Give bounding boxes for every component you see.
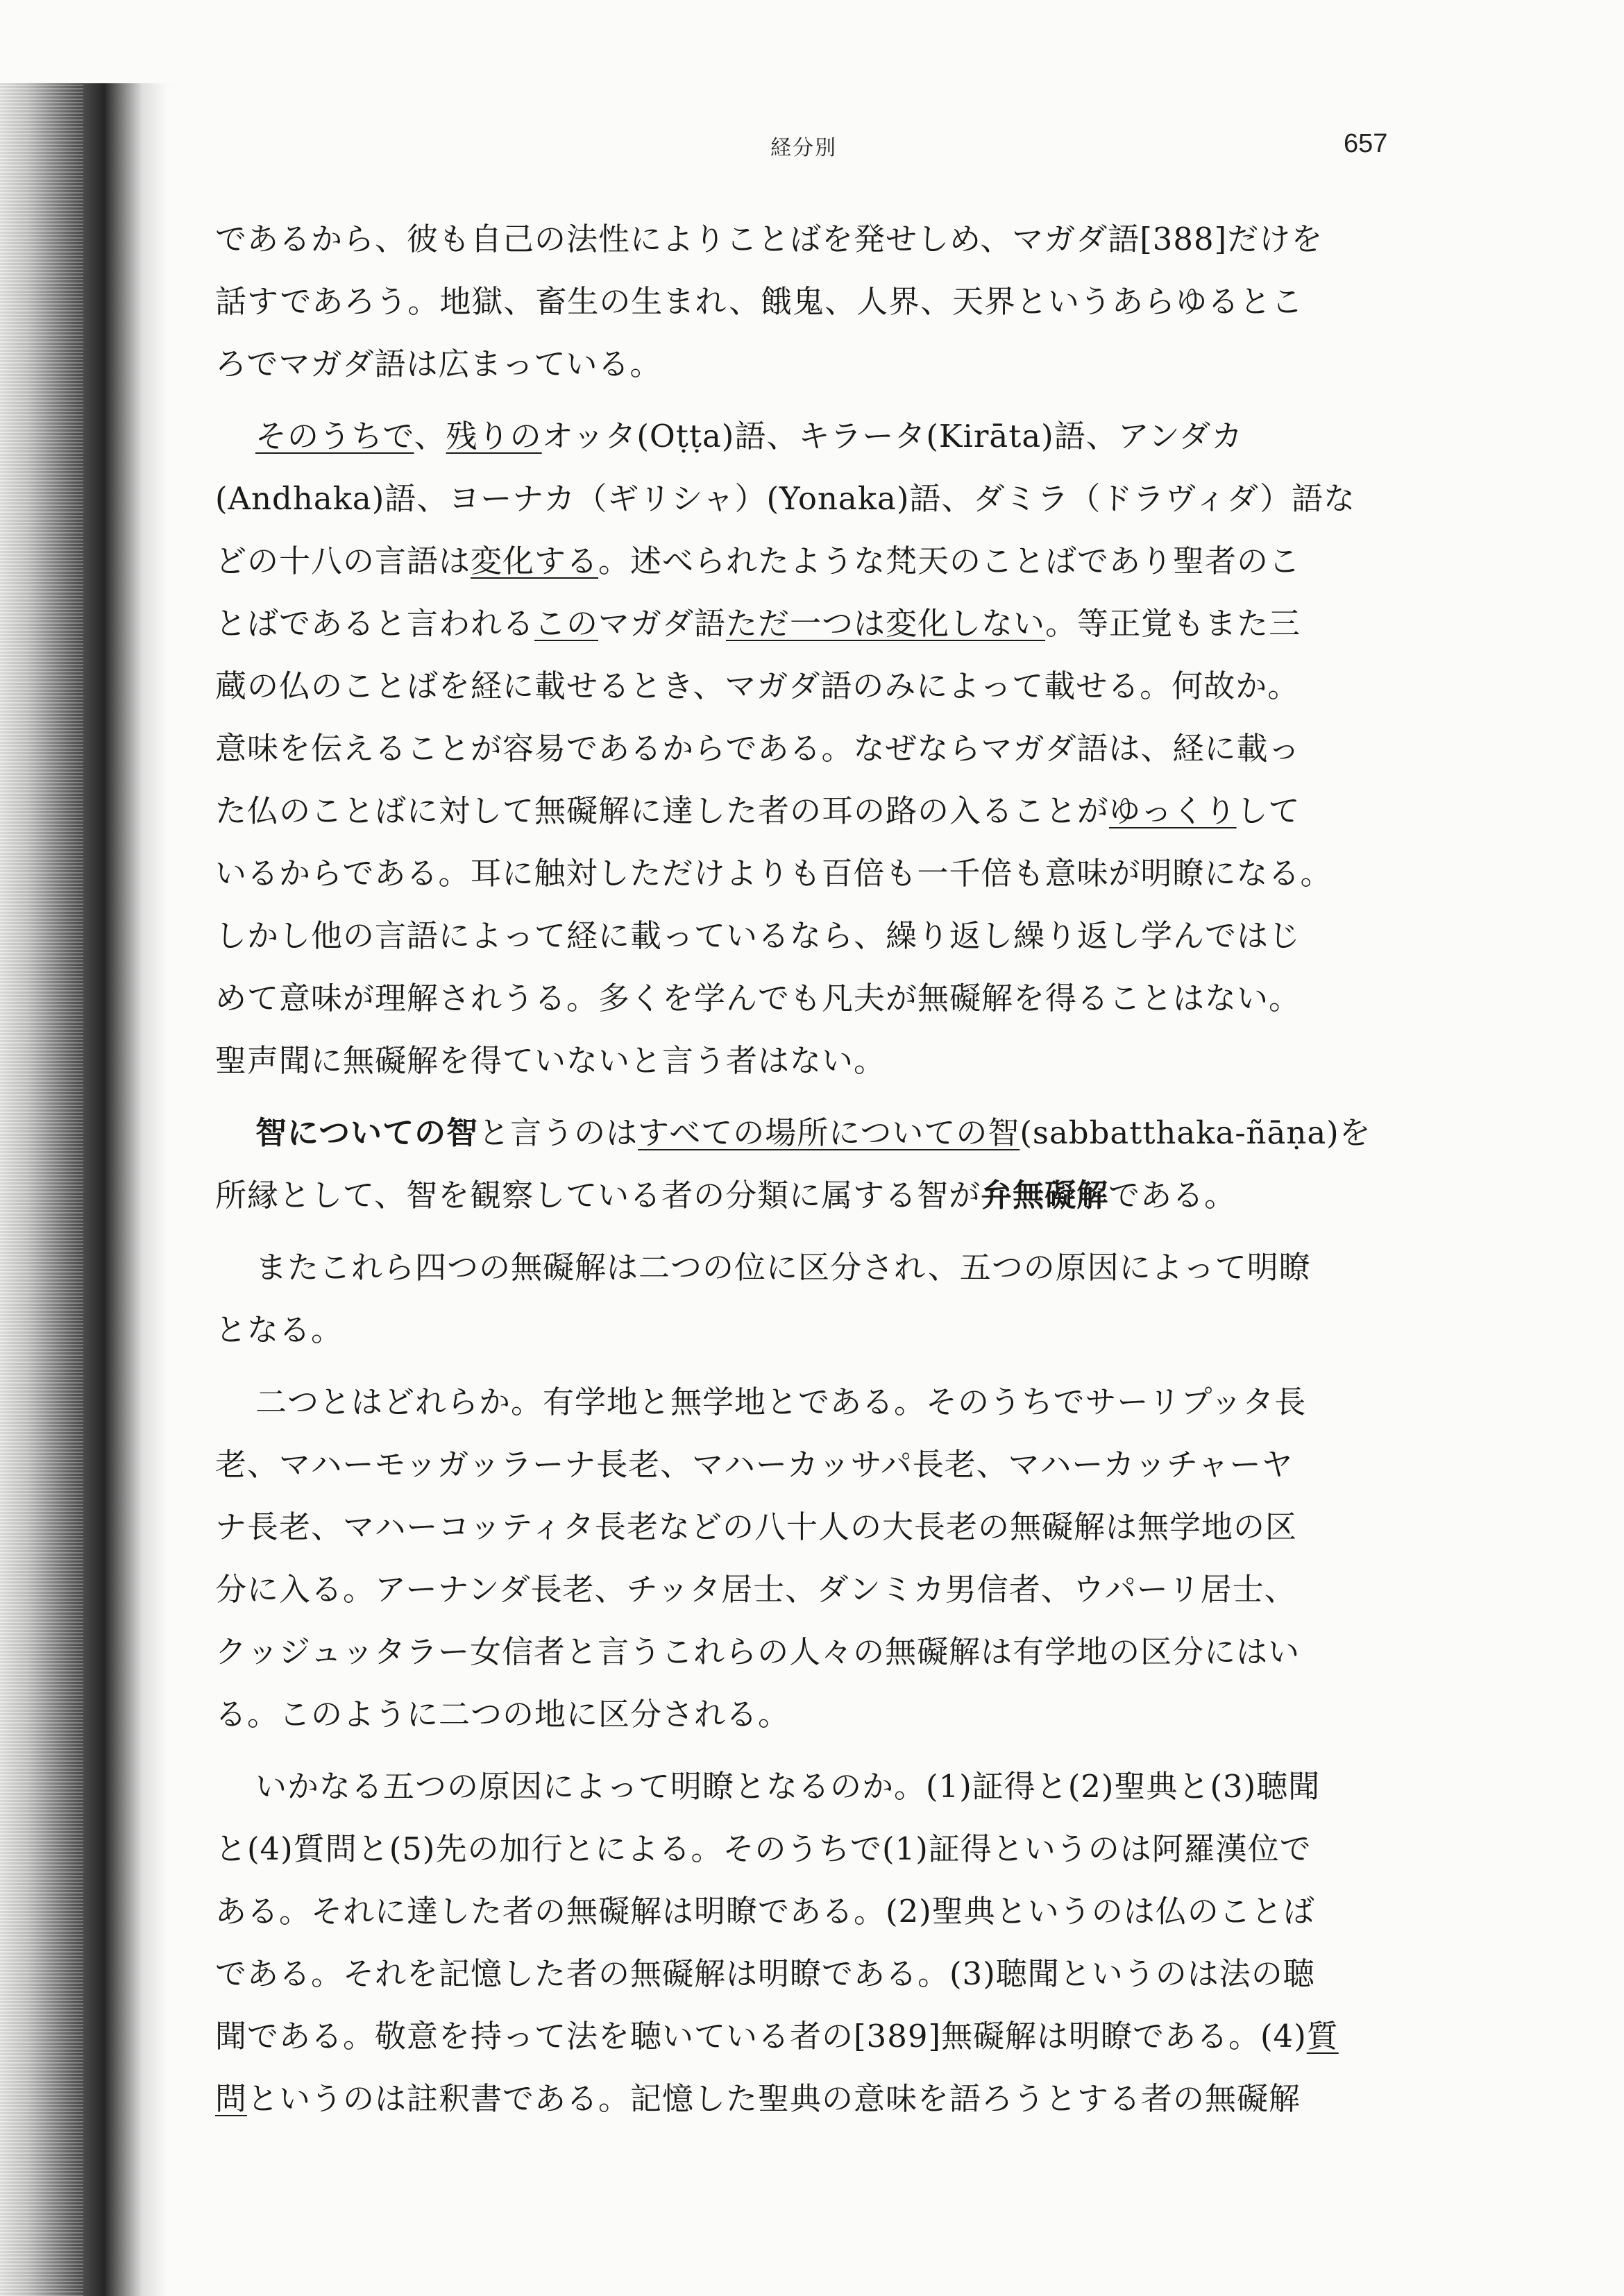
paragraph-2-line-7: た仏のことばに対して無礙解に達した者の耳の路の入ることがゆっくりして	[215, 792, 1301, 829]
paragraph-6-line-1: いかなる五つの原因によって明瞭となるのか。(1)証得と(2)聖典と(3)聴聞	[255, 1768, 1321, 1805]
paragraph-6-line-5: 聞である。敬意を持って法を聴いている者の[389]無礙解は明瞭である。(4)質	[215, 2018, 1339, 2055]
paragraph-6-line-3: ある。それに達した者の無礙解は明瞭である。(2)聖典というのは仏のことば	[215, 1893, 1315, 1930]
paragraph-2-line-8: いるからである。耳に触対しただけよりも百倍も一千倍も意味が明瞭になる。	[215, 855, 1333, 892]
underlined-phrase: すべての場所についての智	[638, 1114, 1020, 1151]
paragraph-5-line-1: 二つとはどれらか。有学地と無学地とである。そのうちでサーリプッタ長	[255, 1384, 1307, 1420]
paragraph-2-line-3: どの十八の言語は変化する。述べられたような梵天のことばであり聖者のこ	[215, 543, 1301, 579]
paragraph-1-line-1: であるから、彼も自己の法性によりことばを発せしめ、マガダ語[388]だけを	[215, 221, 1323, 257]
body-text	[215, 208, 1416, 2130]
paragraph-2-line-1: そのうちで、残りのオッタ(Oṭṭa)語、キラータ(Kirāta)語、アンダカ	[255, 418, 1244, 454]
paragraph-2-line-4: とばであると言われるこのマガダ語ただ一つは変化しない。等正覚もまた三	[215, 605, 1301, 642]
binding-speckle	[0, 83, 83, 2296]
underlined-phrase: 残りの	[446, 418, 542, 454]
paragraph-5-line-5: クッジュッタラー女信者と言うこれらの人々の無礙解は有学地の区分にはい	[215, 1633, 1301, 1670]
paragraph-5-line-6: る。このように二つの地に区分される。	[215, 1696, 790, 1733]
running-title: 経分別	[770, 136, 837, 160]
underlined-phrase: 問	[215, 2080, 248, 2117]
paragraph-3-line-2: 所縁として、智を観察している者の分類に属する智が弁無礙解である。	[215, 1177, 1237, 1214]
paragraph-5-line-4: 分に入る。アーナンダ長老、チッタ居士、ダンミカ男信者、ウパーリ居士、	[215, 1571, 1296, 1608]
paragraph-1-line-3: ろでマガダ語は広まっている。	[215, 346, 662, 382]
paragraph-2-line-5: 蔵の仏のことばを経に載せるとき、マガダ語のみによって載せる。何故か。	[215, 667, 1300, 704]
page-number: 657	[1344, 129, 1388, 158]
paragraph-6-line-6: 問というのは註釈書である。記憶した聖典の意味を語ろうとする者の無礙解	[215, 2080, 1301, 2117]
paragraph-2-line-2: (Andhaka)語、ヨーナカ（ギリシャ）(Yonaka)語、ダミラ（ドラヴィダ）語な	[215, 480, 1356, 517]
bold-term: 弁無礙解	[981, 1177, 1109, 1214]
paragraph-6-line-2: と(4)質問と(5)先の加行とによる。そのうちで(1)証得というのは阿羅漢位で	[215, 1830, 1312, 1867]
bold-term: 智についての智	[255, 1114, 479, 1151]
paragraph-4-line-1: またこれら四つの無礙解は二つの位に区分され、五つの原因によって明瞭	[255, 1249, 1311, 1286]
paragraph-2-line-10: めて意味が理解されうる。多くを学んでも凡夫が無礙解を得ることはない。	[215, 980, 1301, 1017]
paragraph-5-line-3: ナ長老、マハーコッティタ長老などの八十人の大長老の無礙解は無学地の区	[215, 1508, 1298, 1545]
paragraph-2-line-11: 聖声聞に無礙解を得ていないと言う者はない。	[215, 1042, 886, 1079]
underlined-phrase: 変化する	[471, 543, 599, 579]
underlined-phrase: ただ一つは変化しない	[726, 605, 1046, 642]
paragraph-2-line-9: しかし他の言語によって経に載っているなら、繰り返し繰り返し学んではじ	[215, 917, 1301, 954]
underlined-phrase: ゆっくり	[1109, 792, 1237, 829]
paragraph-5-line-2: 老、マハーモッガッラーナ長老、マハーカッサパ長老、マハーカッチャーヤ	[215, 1446, 1294, 1483]
paragraph-1-line-2: 話すであろう。地獄、畜生の生まれ、餓鬼、人界、天界というあらゆるとこ	[215, 283, 1304, 320]
paragraph-2-line-6: 意味を伝えることが容易であるからである。なぜならマガダ語は、経に載っ	[215, 730, 1301, 767]
underlined-phrase: 質	[1306, 2018, 1339, 2055]
paragraph-6-line-4: である。それを記憶した者の無礙解は明瞭である。(3)聴聞というのは法の聴	[215, 1955, 1315, 1992]
paragraph-4-line-2: となる。	[215, 1311, 344, 1348]
underlined-phrase: そのうちで	[255, 418, 414, 454]
paragraph-3-line-1: 智についての智と言うのはすべての場所についての智(sabbatthaka-ñāṇa)を	[255, 1114, 1371, 1151]
underlined-phrase: この	[534, 605, 599, 642]
